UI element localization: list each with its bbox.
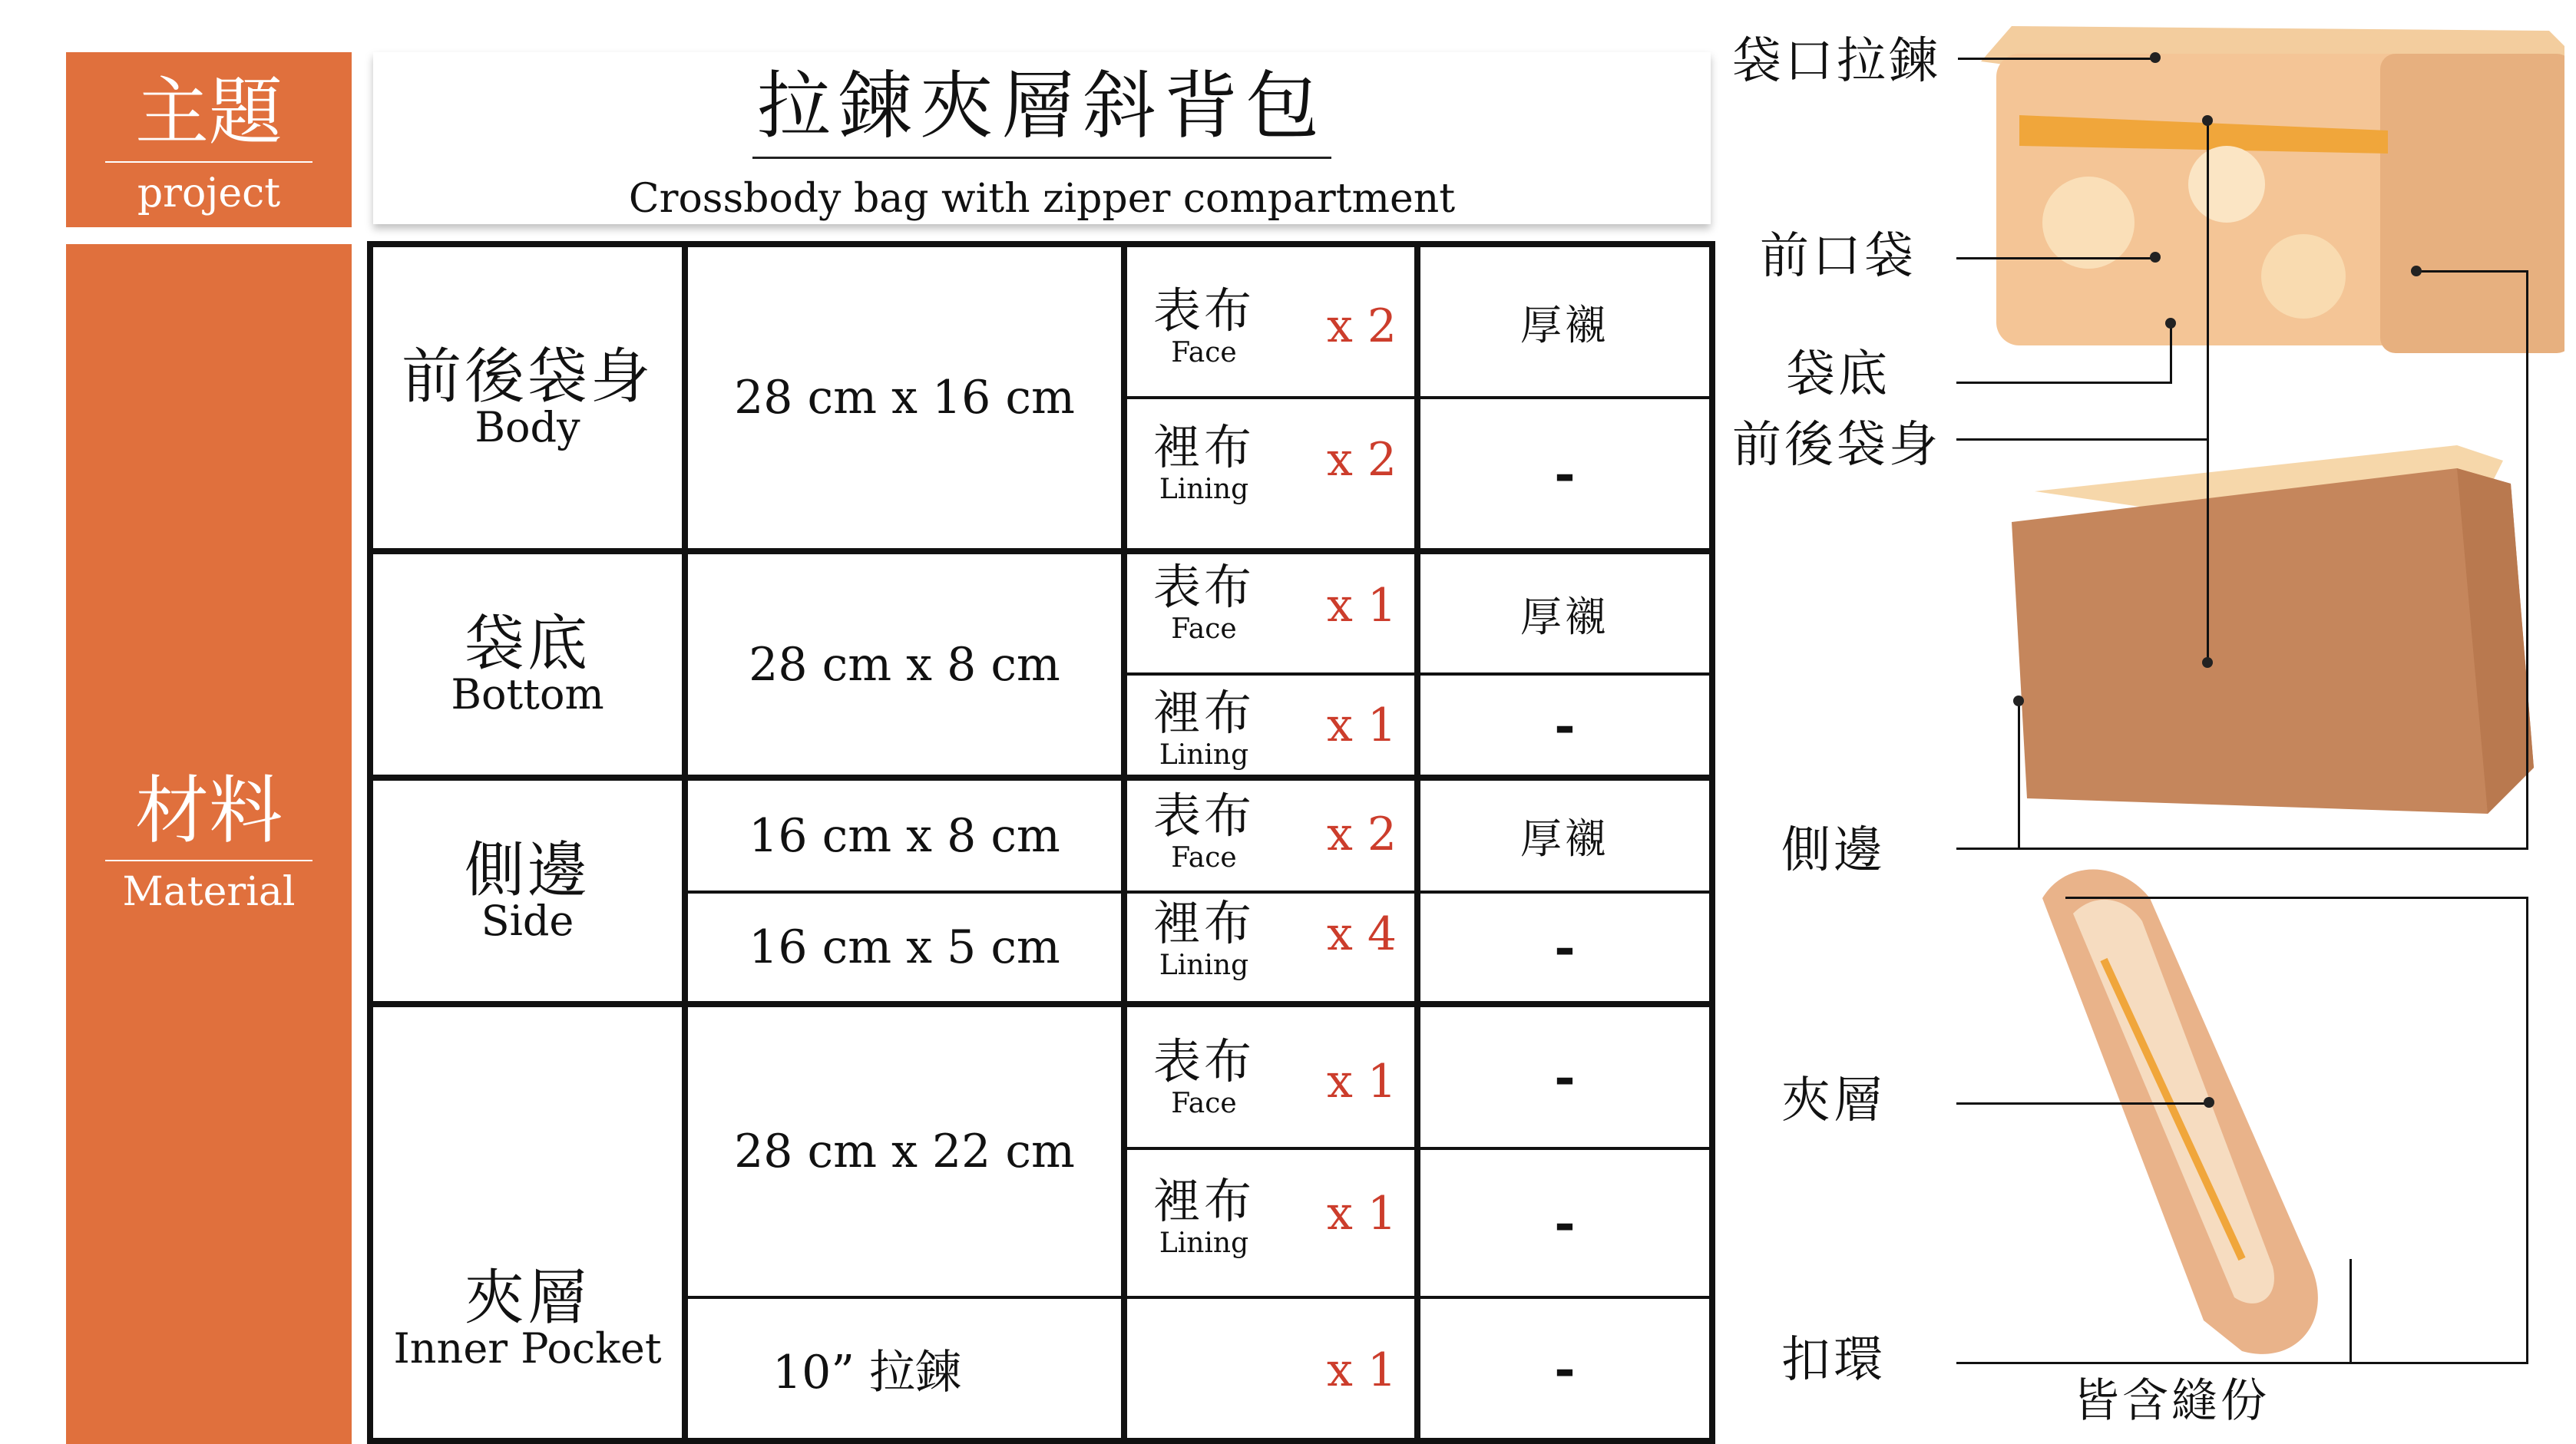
fabric-face-zh: 表布 [1152,1033,1255,1089]
project-label-zh: 主題 [135,69,283,155]
bag-top-photo [2042,870,2318,1354]
fabric-lining-bottom [1127,685,1281,771]
zipper-item: 10” 拉鍊 [772,1345,962,1399]
qty-side-face: x 2 [1327,808,1397,861]
table-border-bottom [367,1438,1715,1444]
fabric-face-bottom [1127,559,1281,645]
material-label-en: Material [122,869,296,915]
note-inner-face: - [1554,1047,1576,1107]
leader-ring-h [1956,1362,2528,1364]
leader-dot [2013,696,2024,706]
project-label-en: project [137,170,281,216]
bag-photos [1950,0,2564,1389]
leader-dot [2150,52,2161,63]
leader-top-zipper [1958,58,2156,60]
size-side-lining: 16 cm x 5 cm [749,920,1060,974]
fabric-lining-en: Lining [1159,739,1249,771]
qty-side-lining: x 4 [1327,907,1397,961]
fabric-lining-zh: 裡布 [1152,1173,1255,1229]
fabric-lining-en: Lining [1159,950,1249,981]
table-border-right [1709,241,1715,1444]
leader-ring-top [2065,897,2528,899]
fabric-face-inner [1127,1033,1281,1119]
size-side-face: 16 cm x 8 cm [749,808,1060,863]
part-body [373,247,682,548]
page-subtitle: Crossbody bag with zipper compartment [628,176,1456,222]
part-side-en: Side [481,896,574,945]
fabric-face-en: Face [1171,1088,1237,1119]
callout-side: 側邊 [1781,822,1886,879]
qty-zipper: x 1 [1327,1343,1397,1397]
part-body-zh: 前後袋身 [401,342,653,411]
leader-inner [1956,1102,2210,1105]
part-side [373,781,682,1001]
fabric-lining-side [1127,895,1281,981]
leader-side-top [2416,270,2528,273]
note-inner-lining: - [1554,1193,1576,1253]
leader-dot [2204,1097,2214,1108]
callout-body: 前後袋身 [1732,417,1941,474]
part-inner-pocket [373,1007,682,1438]
part-inner-zh: 夾層 [464,1263,590,1333]
leader-dot [2202,657,2213,668]
size-inner-pocket: 28 cm x 22 cm [734,1125,1075,1178]
leader-dot [2150,252,2161,263]
leader-ring-down [2349,1259,2352,1362]
callout-bottom: 袋底 [1786,346,1890,403]
material-divider [105,860,312,861]
row-sep-1 [367,548,1715,554]
part-body-en: Body [475,403,580,451]
leader-body-h [1956,438,2208,441]
row-sep-3 [367,1001,1715,1007]
fabric-face-zh: 表布 [1152,283,1255,339]
note-bottom-face: 厚襯 [1520,592,1609,641]
col-sep-3 [1414,241,1420,1444]
qty-bottom-face: x 1 [1327,579,1397,633]
part-bottom-zh: 袋底 [464,609,590,679]
table-border-left [367,241,373,1444]
note-body-face: 厚襯 [1520,300,1609,349]
leader-front-pocket [1956,257,2156,259]
note-bottom-lining: - [1554,695,1576,755]
col-sep-1 [682,241,688,1444]
materials-table [367,241,1715,1444]
note-zipper: - [1554,1338,1576,1399]
qty-inner-lining: x 1 [1327,1187,1397,1241]
callout-ring: 扣環 [1781,1332,1886,1389]
page-title: 拉鍊夾層斜背包 [752,69,1331,159]
size-bottom: 28 cm x 8 cm [749,637,1060,692]
project-divider [105,161,312,163]
fabric-lining-zh: 裡布 [1152,419,1255,475]
qty-bottom-lining: x 1 [1327,699,1397,752]
leader-dot [2202,115,2213,126]
bag-front-photo [1981,26,2564,353]
bag-back-photo [2012,445,2534,814]
fabric-lining-inner [1127,1173,1281,1259]
note-side-lining: - [1554,917,1576,977]
part-bottom [373,554,682,775]
part-bottom-en: Bottom [451,669,604,719]
fabric-face-body [1127,283,1281,368]
leader-side-v [2526,270,2528,850]
qty-body-face: x 2 [1327,299,1397,353]
callout-inner-pocket: 夾層 [1781,1072,1886,1129]
title-box [373,52,1711,224]
col-sep-2 [1121,241,1127,1444]
fabric-lining-en: Lining [1159,1228,1249,1259]
size-body: 28 cm x 16 cm [734,371,1075,425]
qty-inner-face: x 1 [1327,1055,1397,1109]
seam-allowance-note: 皆含縫份 [2073,1374,2270,1428]
leader-dot [2165,318,2176,329]
fabric-lining-en: Lining [1159,474,1249,505]
leader-ring-v [2526,897,2528,1364]
note-side-face: 厚襯 [1520,815,1609,863]
part-inner-en: Inner Pocket [393,1323,662,1373]
leader-side-h [1956,848,2528,850]
part-side-zh: 側邊 [464,835,590,905]
material-label-zh: 材料 [135,768,283,854]
leader-bottom-h [1956,382,2171,384]
fabric-face-zh: 表布 [1152,788,1255,844]
material-label-box [66,244,352,1444]
fabric-lining-zh: 裡布 [1152,685,1255,741]
project-label-box [66,52,352,227]
fabric-face-side [1127,788,1281,874]
fabric-lining-body [1127,419,1281,505]
leader-body-v [2207,120,2209,663]
fabric-face-en: Face [1171,337,1237,368]
note-body-lining: - [1554,444,1576,504]
row-sep-2 [367,775,1715,781]
fabric-face-en: Face [1171,842,1237,874]
qty-body-lining: x 2 [1327,433,1397,487]
leader-bottom-v [2170,322,2172,384]
callout-top-zipper: 袋口拉鍊 [1732,33,1941,90]
fabric-face-zh: 表布 [1152,559,1255,615]
callout-front-pocket: 前口袋 [1760,228,1916,285]
fabric-face-en: Face [1171,613,1237,645]
table-border-top [367,241,1715,247]
leader-dot [2411,266,2422,276]
leader-side-left [2018,700,2020,848]
fabric-lining-zh: 裡布 [1152,895,1255,951]
